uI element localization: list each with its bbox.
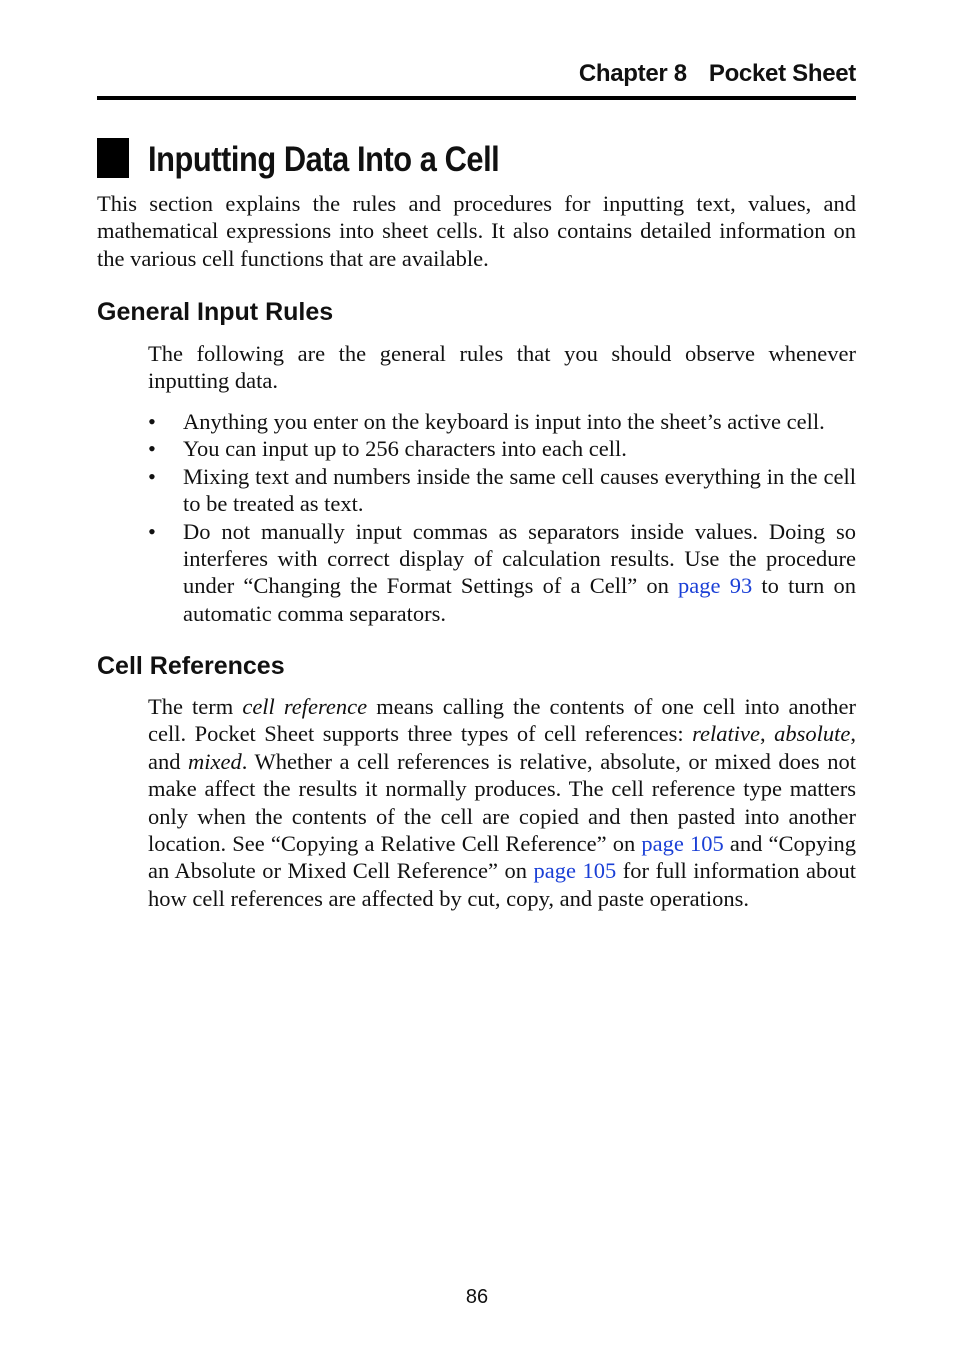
bullet-glyph: •	[148, 463, 156, 489]
general-input-rules-lead: The following are the general rules that you should observe whenever inputting data.	[148, 341, 856, 394]
bullet-glyph: •	[148, 409, 156, 434]
cell-references-paragraph: The term cell reference means calling the contents of one cell into another cell. Pocket Sheet supports three types of cell references: relative, absolute, and mixed. Whether a cell references is relative, absolute, or mixed does not make affect the results it normally produces. The cell reference type matters only when the contents of the cell are copied and then pasted into another location. See “Copying a Relative Cell Reference” on page 105 and “Copying an Absolute or Mixed Cell Reference” on page 105 for full information about how cell references are affected by cut, copy, and paste operations.	[148, 694, 857, 911]
list-item: • Do not manually input commas as separators inside values. Doing so interferes with correct display of calculation results. Use the procedure under “Changing the Format Settings of a Cell” on page 93 to turn on automatic comma separators.	[148, 518, 856, 626]
chapter-label: Chapter 8	[578, 60, 687, 87]
page-105-link-relative[interactable]: page 105	[641, 831, 724, 857]
section-label: Pocket Sheet	[708, 60, 856, 87]
list-item: • Mixing text and numbers inside the same cell causes everything in the cell to be treated as text.	[148, 463, 856, 517]
list-item: • You can input up to 256 characters into each cell.	[148, 436, 627, 462]
cell-references-heading: Cell References	[97, 652, 285, 680]
page-title: Inputting Data Into a Cell	[148, 140, 500, 179]
title-marker-block	[97, 138, 129, 178]
rules-list	[148, 408, 856, 627]
list-item: • Anything you enter on the keyboard is input into the sheet’s active cell.	[148, 409, 825, 434]
general-input-rules-heading: General Input Rules	[97, 298, 334, 326]
page-number: 86	[465, 1286, 489, 1308]
intro-paragraph: This section explains the rules and procedures for inputting text, values, and mathematical expressions into sheet cells. It also contains detailed information on the various cell functions that are available.	[97, 191, 856, 271]
bullet-glyph: •	[148, 436, 156, 462]
bullet-glyph: •	[148, 518, 156, 544]
page-93-link[interactable]: page 93	[678, 573, 753, 599]
page-105-link-absolute[interactable]: page 105	[533, 858, 617, 884]
header-rule	[97, 96, 856, 100]
running-header	[97, 60, 856, 88]
